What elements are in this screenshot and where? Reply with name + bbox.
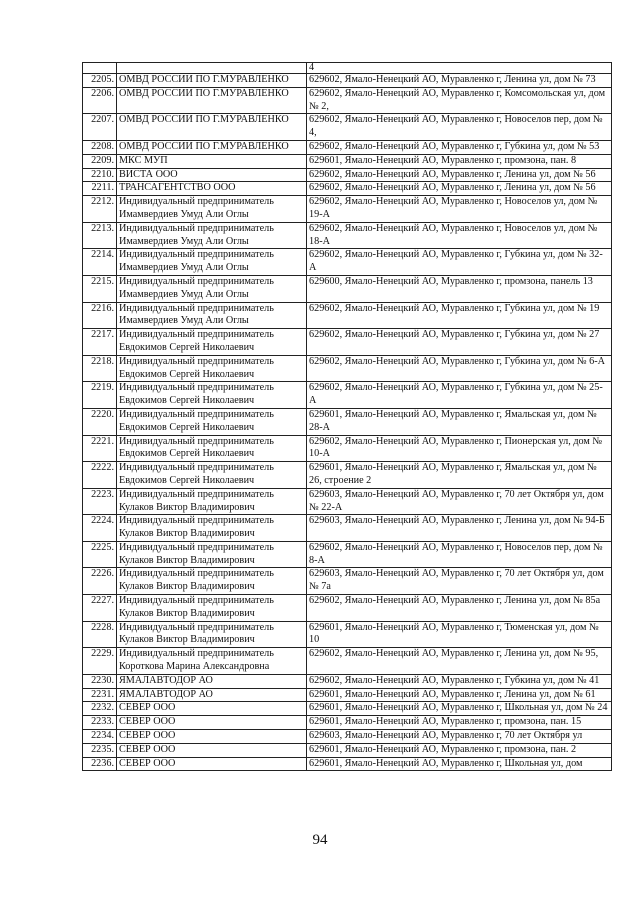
row-number: 2223. <box>83 488 117 515</box>
row-number: 2233. <box>83 716 117 730</box>
organization-address: 629601, Ямало-Ненецкий АО, Муравленко г, Ямальская ул, дом № 28-А <box>307 408 612 435</box>
organization-address: 4 <box>307 63 612 74</box>
row-number: 2209. <box>83 154 117 168</box>
table-row <box>83 595 612 622</box>
table-row <box>83 87 612 114</box>
organization-name: Индивидуальный предприниматель Кулаков Виктор Владимирович <box>117 595 307 622</box>
row-number: 2234. <box>83 730 117 744</box>
organization-name: Индивидуальный предприниматель Имамвердиев Умуд Али Оглы <box>117 275 307 302</box>
table-row <box>83 488 612 515</box>
table-row <box>83 757 612 771</box>
row-number: 2218. <box>83 355 117 382</box>
organization-address: 629602, Ямало-Ненецкий АО, Муравленко г, Комсомольская ул, дом № 2, <box>307 87 612 114</box>
row-number: 2221. <box>83 435 117 462</box>
organization-address: 629601, Ямало-Ненецкий АО, Муравленко г, Ямальская ул, дом № 26, строение 2 <box>307 462 612 489</box>
table-row <box>83 382 612 409</box>
organization-address: 629601, Ямало-Ненецкий АО, Муравленко г, Ленина ул, дом № 61 <box>307 688 612 702</box>
organization-name: Индивидуальный предприниматель Евдокимов Сергей Николаевич <box>117 355 307 382</box>
organization-address: 629602, Ямало-Ненецкий АО, Муравленко г, Новоселов пер, дом № 8-А <box>307 541 612 568</box>
table-row <box>83 621 612 648</box>
row-number: 2228. <box>83 621 117 648</box>
row-number: 2205. <box>83 74 117 88</box>
row-number: 2207. <box>83 114 117 141</box>
organization-address: 629602, Ямало-Ненецкий АО, Муравленко г, Ленина ул, дом № 85а <box>307 595 612 622</box>
table-row <box>83 462 612 489</box>
row-number: 2230. <box>83 674 117 688</box>
table-row <box>83 688 612 702</box>
organization-address: 629602, Ямало-Ненецкий АО, Муравленко г, Ленина ул, дом № 73 <box>307 74 612 88</box>
organization-address: 629603, Ямало-Ненецкий АО, Муравленко г, 70 лет Октября ул, дом № 7а <box>307 568 612 595</box>
organization-name: ОМВД РОССИИ ПО Г.МУРАВЛЕНКО <box>117 114 307 141</box>
table-row <box>83 716 612 730</box>
row-number: 2206. <box>83 87 117 114</box>
organization-address: 629602, Ямало-Ненецкий АО, Муравленко г, Губкина ул, дом № 19 <box>307 302 612 329</box>
row-number: 2222. <box>83 462 117 489</box>
row-number: 2229. <box>83 648 117 675</box>
organization-name: ЯМАЛАВТОДОР АО <box>117 688 307 702</box>
organization-name: СЕВЕР ООО <box>117 702 307 716</box>
organization-address: 629602, Ямало-Ненецкий АО, Муравленко г, Губкина ул, дом № 6-А <box>307 355 612 382</box>
organization-address: 629601, Ямало-Ненецкий АО, Муравленко г, Тюменская ул, дом № 10 <box>307 621 612 648</box>
row-number: 2213. <box>83 222 117 249</box>
row-number <box>83 63 117 74</box>
row-number: 2215. <box>83 275 117 302</box>
organization-name: Индивидуальный предприниматель Евдокимов Сергей Николаевич <box>117 329 307 356</box>
table-row <box>83 302 612 329</box>
table-row <box>83 140 612 154</box>
organization-address: 629603, Ямало-Ненецкий АО, Муравленко г, 70 лет Октября ул <box>307 730 612 744</box>
organization-name: Индивидуальный предприниматель Имамвердиев Умуд Али Оглы <box>117 222 307 249</box>
table-row <box>83 329 612 356</box>
table-row <box>83 74 612 88</box>
row-number: 2210. <box>83 168 117 182</box>
organization-address: 629602, Ямало-Ненецкий АО, Муравленко г, Губкина ул, дом № 32-А <box>307 249 612 276</box>
row-number: 2232. <box>83 702 117 716</box>
organization-name: СЕВЕР ООО <box>117 716 307 730</box>
organization-name: СЕВЕР ООО <box>117 730 307 744</box>
table-row-continued <box>83 63 612 74</box>
organization-name: Индивидуальный предприниматель Кулаков Виктор Владимирович <box>117 568 307 595</box>
organization-name: ВИСТА ООО <box>117 168 307 182</box>
organization-address: 629602, Ямало-Ненецкий АО, Муравленко г, Губкина ул, дом № 41 <box>307 674 612 688</box>
table-row <box>83 408 612 435</box>
table-row <box>83 196 612 223</box>
organization-name: Индивидуальный предприниматель Кулаков Виктор Владимирович <box>117 515 307 542</box>
organization-address: 629601, Ямало-Ненецкий АО, Муравленко г, Школьная ул, дом <box>307 757 612 771</box>
table-row <box>83 435 612 462</box>
table-row <box>83 275 612 302</box>
row-number: 2208. <box>83 140 117 154</box>
row-number: 2227. <box>83 595 117 622</box>
organization-name: Индивидуальный предприниматель Евдокимов Сергей Николаевич <box>117 435 307 462</box>
row-number: 2235. <box>83 743 117 757</box>
organization-address: 629602, Ямало-Ненецкий АО, Муравленко г, Ленина ул, дом № 95, <box>307 648 612 675</box>
row-number: 2236. <box>83 757 117 771</box>
row-number: 2224. <box>83 515 117 542</box>
organization-name: Индивидуальный предприниматель Имамвердиев Умуд Али Оглы <box>117 196 307 223</box>
page-number: 94 <box>312 832 328 848</box>
table-row <box>83 515 612 542</box>
organization-name: ОМВД РОССИИ ПО Г.МУРАВЛЕНКО <box>117 87 307 114</box>
table-row <box>83 168 612 182</box>
table-row <box>83 568 612 595</box>
organization-name: Индивидуальный предприниматель Евдокимов Сергей Николаевич <box>117 462 307 489</box>
row-number: 2220. <box>83 408 117 435</box>
organization-address: 629601, Ямало-Ненецкий АО, Муравленко г, Школьная ул, дом № 24 <box>307 702 612 716</box>
table-row <box>83 154 612 168</box>
table-row <box>83 182 612 196</box>
organization-name: ЯМАЛАВТОДОР АО <box>117 674 307 688</box>
organization-address: 629602, Ямало-Ненецкий АО, Муравленко г, Пионерская ул, дом № 10-А <box>307 435 612 462</box>
organization-name: Индивидуальный предприниматель Евдокимов Сергей Николаевич <box>117 408 307 435</box>
organization-address: 629602, Ямало-Ненецкий АО, Муравленко г, Губкина ул, дом № 53 <box>307 140 612 154</box>
organization-name: Индивидуальный предприниматель Кулаков Виктор Владимирович <box>117 621 307 648</box>
organization-address: 629602, Ямало-Ненецкий АО, Муравленко г, Ленина ул, дом № 56 <box>307 168 612 182</box>
table-row <box>83 114 612 141</box>
table-row <box>83 743 612 757</box>
organization-name: ТРАНСАГЕНТСТВО ООО <box>117 182 307 196</box>
organization-address: 629602, Ямало-Ненецкий АО, Муравленко г, Новоселов ул, дом № 18-А <box>307 222 612 249</box>
organization-name: ОМВД РОССИИ ПО Г.МУРАВЛЕНКО <box>117 140 307 154</box>
table-row <box>83 730 612 744</box>
row-number: 2225. <box>83 541 117 568</box>
table-row <box>83 674 612 688</box>
organization-address: 629602, Ямало-Ненецкий АО, Муравленко г, Ленина ул, дом № 56 <box>307 182 612 196</box>
table-row <box>83 702 612 716</box>
organization-address: 629600, Ямало-Ненецкий АО, Муравленко г, промзона, панель 13 <box>307 275 612 302</box>
row-number: 2217. <box>83 329 117 356</box>
registry-table <box>82 62 612 771</box>
organization-name: СЕВЕР ООО <box>117 757 307 771</box>
organization-name: Индивидуальный предприниматель Кулаков Виктор Владимирович <box>117 488 307 515</box>
row-number: 2231. <box>83 688 117 702</box>
row-number: 2212. <box>83 196 117 223</box>
organization-address: 629602, Ямало-Ненецкий АО, Муравленко г, Губкина ул, дом № 27 <box>307 329 612 356</box>
organization-address: 629603, Ямало-Ненецкий АО, Муравленко г, Ленина ул, дом № 94-Б <box>307 515 612 542</box>
organization-address: 629602, Ямало-Ненецкий АО, Муравленко г, Губкина ул, дом № 25-А <box>307 382 612 409</box>
table-row <box>83 648 612 675</box>
organization-address: 629602, Ямало-Ненецкий АО, Муравленко г, Новоселов пер, дом № 4, <box>307 114 612 141</box>
organization-name: Индивидуальный предприниматель Кулаков Виктор Владимирович <box>117 541 307 568</box>
organization-name <box>117 63 307 74</box>
organization-address: 629601, Ямало-Ненецкий АО, Муравленко г, промзона, пан. 2 <box>307 743 612 757</box>
organization-name: Индивидуальный предприниматель Имамвердиев Умуд Али Оглы <box>117 302 307 329</box>
row-number: 2219. <box>83 382 117 409</box>
organization-address: 629603, Ямало-Ненецкий АО, Муравленко г, 70 лет Октября ул, дом № 22-А <box>307 488 612 515</box>
row-number: 2214. <box>83 249 117 276</box>
organization-name: СЕВЕР ООО <box>117 743 307 757</box>
organization-address: 629602, Ямало-Ненецкий АО, Муравленко г, Новоселов ул, дом № 19-А <box>307 196 612 223</box>
organization-name: Индивидуальный предприниматель Короткова Марина Александровна <box>117 648 307 675</box>
row-number: 2211. <box>83 182 117 196</box>
organization-name: Индивидуальный предприниматель Имамвердиев Умуд Али Оглы <box>117 249 307 276</box>
organization-name: ОМВД РОССИИ ПО Г.МУРАВЛЕНКО <box>117 74 307 88</box>
table-row <box>83 541 612 568</box>
table-row <box>83 355 612 382</box>
registry-table-body <box>83 63 612 771</box>
table-row <box>83 222 612 249</box>
organization-name: МКС МУП <box>117 154 307 168</box>
organization-address: 629601, Ямало-Ненецкий АО, Муравленко г, промзона, пан. 8 <box>307 154 612 168</box>
row-number: 2216. <box>83 302 117 329</box>
table-row <box>83 249 612 276</box>
organization-address: 629601, Ямало-Ненецкий АО, Муравленко г, промзона, пан. 15 <box>307 716 612 730</box>
organization-name: Индивидуальный предприниматель Евдокимов Сергей Николаевич <box>117 382 307 409</box>
row-number: 2226. <box>83 568 117 595</box>
